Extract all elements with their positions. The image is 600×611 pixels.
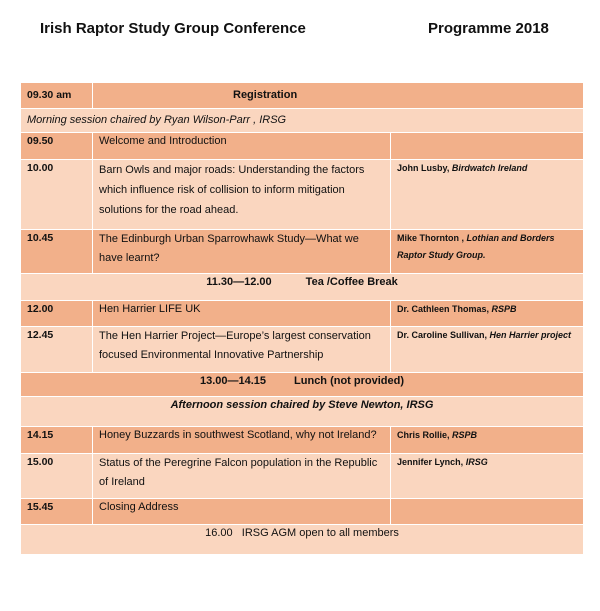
programme-table — [20, 82, 584, 555]
talk-row — [21, 160, 584, 230]
talk-speaker — [391, 327, 584, 373]
talk-title: Hen Harrier LIFE UK — [93, 301, 391, 327]
afternoon-session-label: Afternoon session chaired by Steve Newton, IRSG — [21, 397, 584, 427]
talk-time: 09.50 — [21, 133, 93, 160]
talk-title: The Edinburgh Urban Sparrowhawk Study—What we have learnt? — [93, 230, 391, 274]
talk-title: The Hen Harrier Project—Europe’s largest conservation focused Environmental Innovative Partnership — [93, 327, 391, 373]
lunch-label: Lunch (not provided) — [294, 375, 405, 387]
registration-row — [21, 83, 584, 109]
talk-row — [21, 427, 584, 454]
conference-title: Irish Raptor Study Group Conference — [40, 20, 306, 37]
lunch-time: 13.00—14.15 — [199, 375, 267, 387]
talk-title: Barn Owls and major roads: Understanding the factors which influence risk of collision to inform mitigation solutions for the road ahead. — [93, 160, 391, 230]
talk-time: 12.00 — [21, 301, 93, 327]
speaker-affiliation: RSPB — [491, 304, 517, 314]
speaker-name: Mike Thornton , — [397, 233, 467, 243]
morning-session-row — [21, 109, 584, 133]
talk-row — [21, 230, 584, 274]
agm-row — [21, 525, 584, 555]
afternoon-session-row — [21, 397, 584, 427]
talk-time: 10.45 — [21, 230, 93, 274]
agm-label: 16.00 IRSG AGM open to all members — [21, 525, 584, 555]
coffee-break-row — [21, 274, 584, 301]
talk-speaker — [391, 499, 584, 525]
talk-time: 15.00 — [21, 454, 93, 499]
speaker-affiliation: Birdwatch Ireland — [451, 163, 528, 173]
programme-year: Programme 2018 — [428, 20, 549, 37]
speaker-name: Dr. Cathleen Thomas, — [397, 304, 492, 314]
talk-time: 14.15 — [21, 427, 93, 454]
registration-label: Registration — [93, 83, 584, 109]
talk-time: 10.00 — [21, 160, 93, 230]
speaker-affiliation: Lothian and Borders Raptor Study Group. — [397, 233, 555, 260]
coffee-break-time: 11.30—12.00 — [206, 276, 272, 288]
speaker-name: Jennifer Lynch, — [397, 457, 466, 467]
talk-row — [21, 454, 584, 499]
talk-speaker — [391, 230, 584, 274]
speaker-name: Chris Rollie, — [397, 430, 453, 440]
talk-speaker — [391, 160, 584, 230]
talk-speaker — [391, 427, 584, 454]
speaker-affiliation: RSPB — [452, 430, 478, 440]
talk-row — [21, 499, 584, 525]
talk-speaker — [391, 301, 584, 327]
coffee-break-label: Tea /Coffee Break — [305, 276, 398, 288]
registration-time: 09.30 am — [21, 83, 93, 109]
talk-speaker — [391, 454, 584, 499]
lunch — [21, 373, 584, 397]
talk-time: 12.45 — [21, 327, 93, 373]
talk-title: Status of the Peregrine Falcon population in the Republic of Ireland — [93, 454, 391, 499]
talk-row — [21, 133, 584, 160]
lunch-row — [21, 373, 584, 397]
talk-row — [21, 327, 584, 373]
coffee-break — [21, 274, 584, 301]
speaker-name: Dr. Caroline Sullivan, — [397, 330, 490, 340]
talk-title: Closing Address — [93, 499, 391, 525]
talk-speaker — [391, 133, 584, 160]
speaker-affiliation: Hen Harrier project — [489, 330, 572, 340]
talk-title: Welcome and Introduction — [93, 133, 391, 160]
talk-row — [21, 301, 584, 327]
speaker-name: John Lusby, — [397, 163, 452, 173]
morning-session-label: Morning session chaired by Ryan Wilson-Parr , IRSG — [21, 109, 584, 133]
talk-title: Honey Buzzards in southwest Scotland, why not Ireland? — [93, 427, 391, 454]
talk-time: 15.45 — [21, 499, 93, 525]
speaker-affiliation: IRSG — [465, 457, 488, 467]
